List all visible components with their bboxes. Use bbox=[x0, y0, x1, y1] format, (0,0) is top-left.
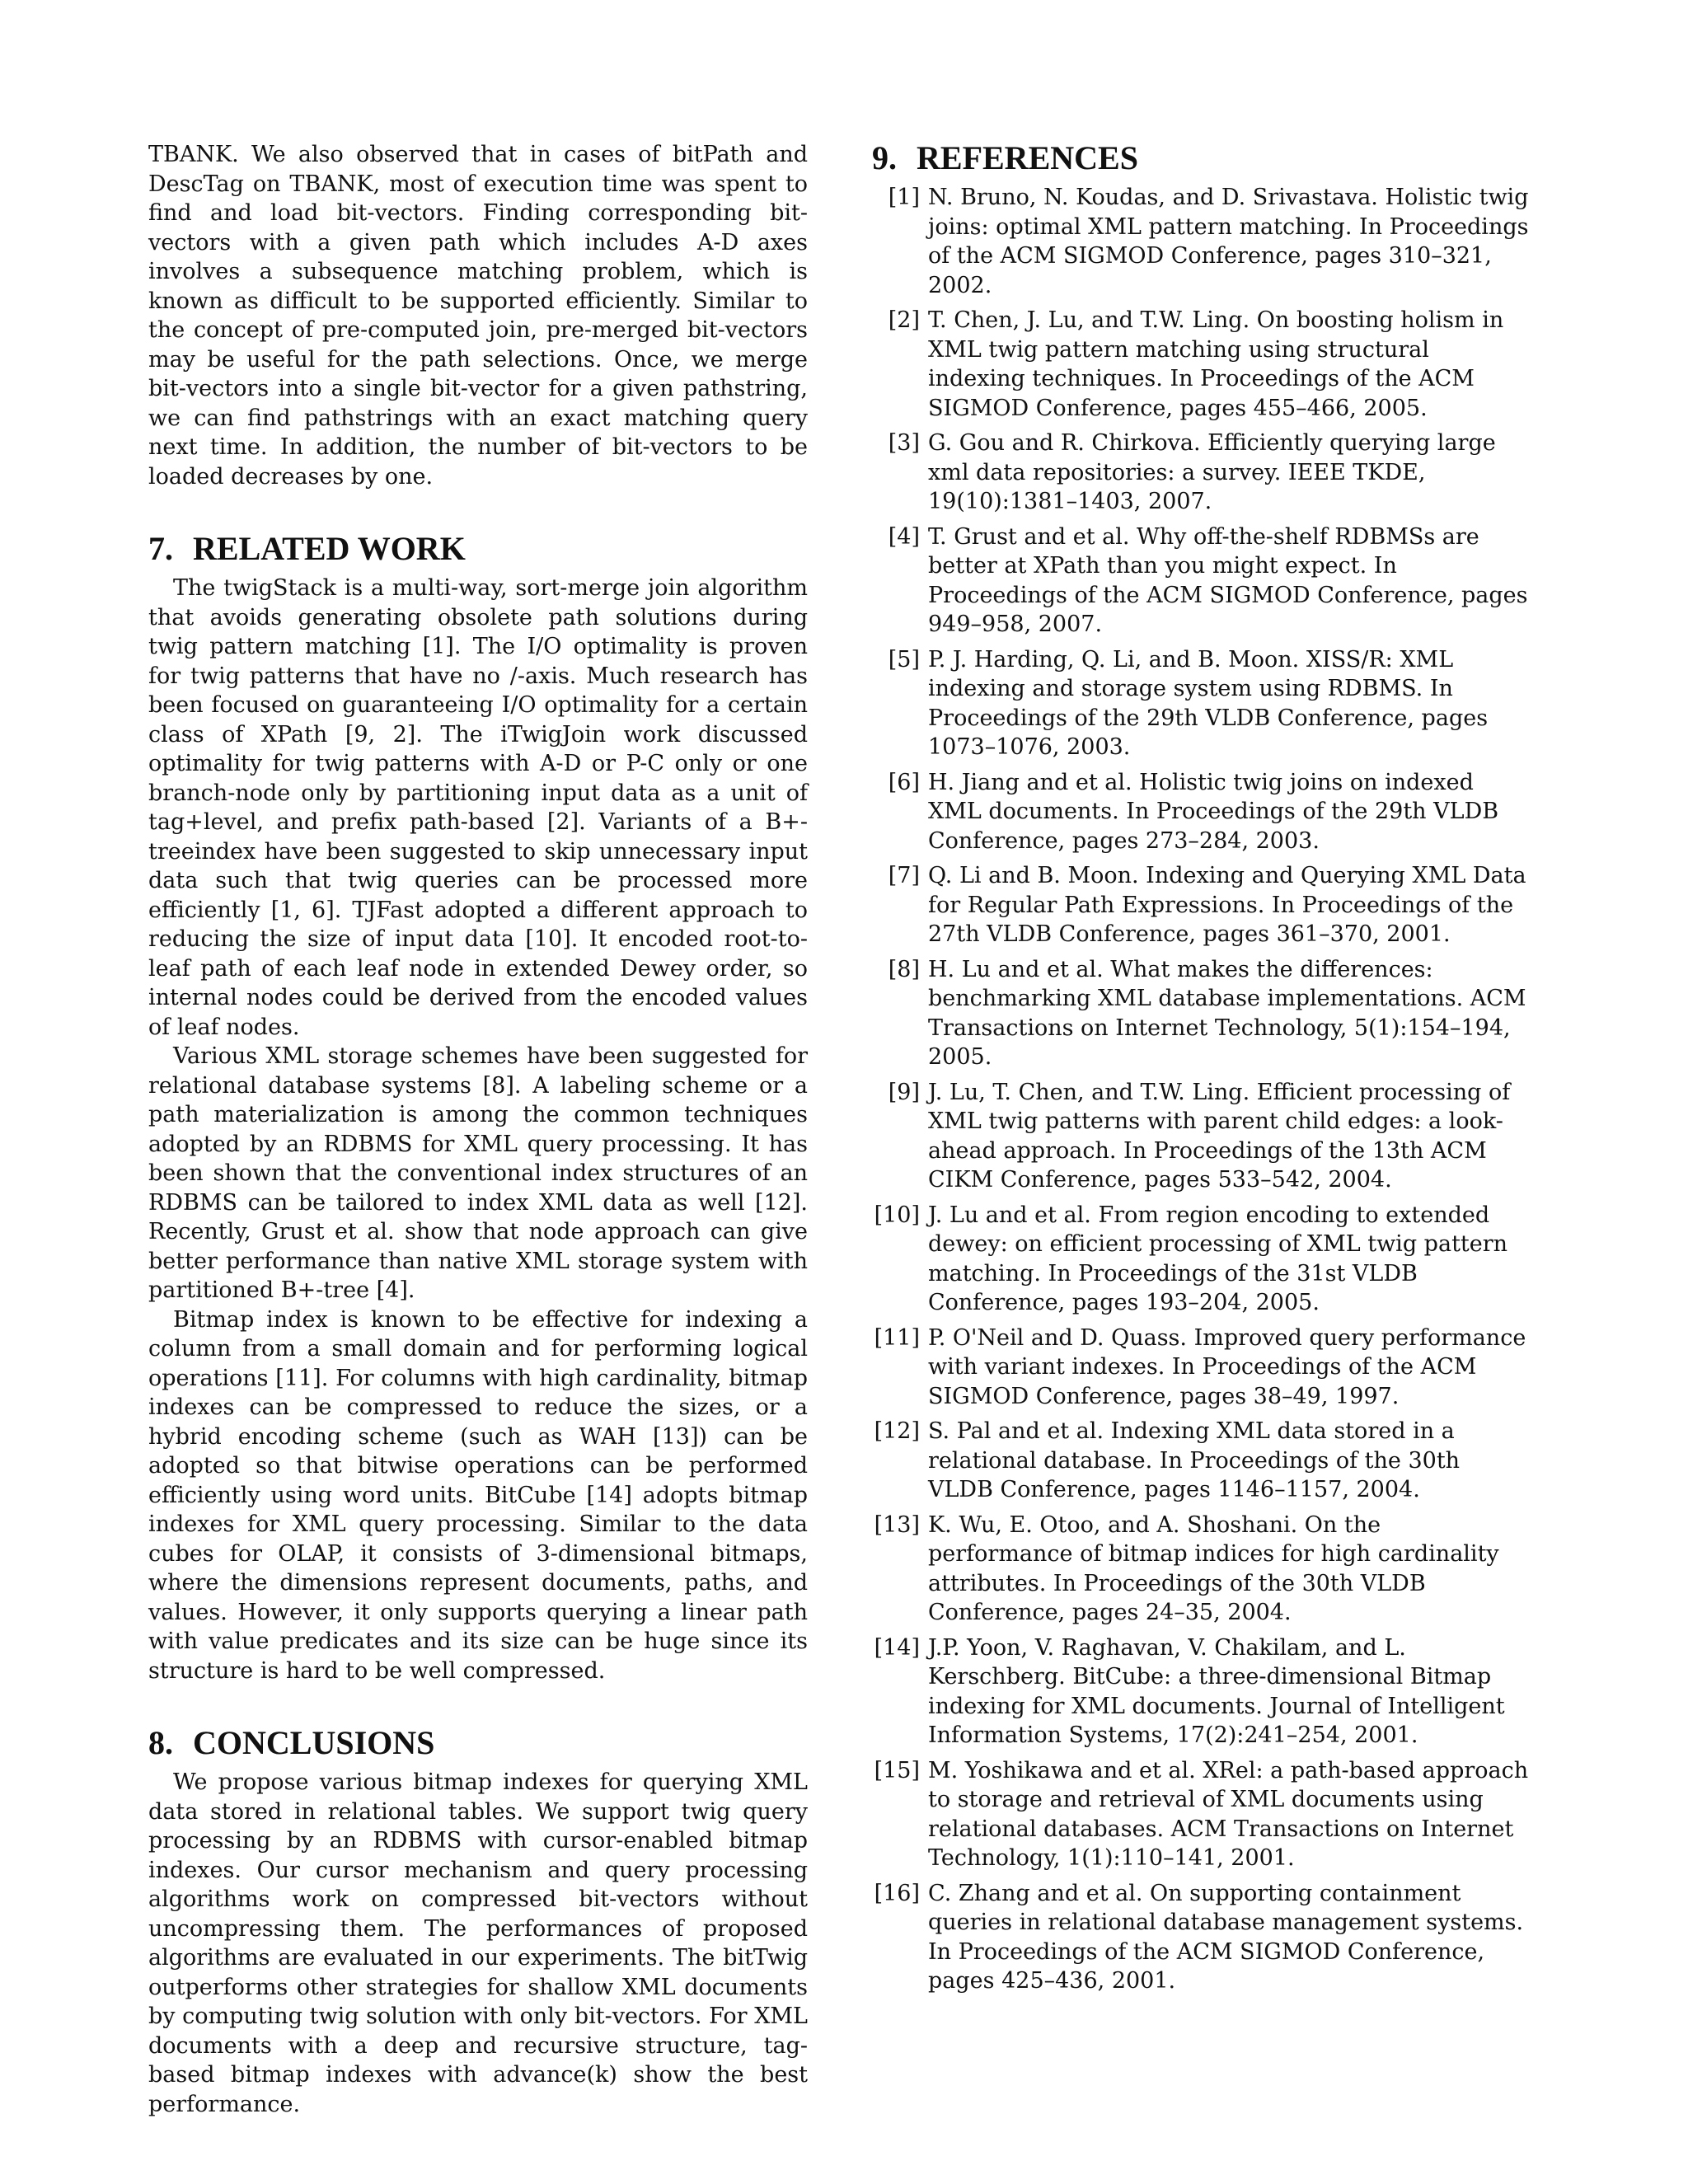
reference-item bbox=[872, 861, 1531, 949]
reference-item bbox=[872, 429, 1531, 517]
section-8-number: 8. bbox=[148, 1724, 173, 1761]
reference-item bbox=[872, 1511, 1531, 1628]
reference-text: P. J. Harding, Q. Li, and B. Moon. XISS/R: XML indexing and storage system using RDBMS. In Proceedings of the 29th VLDB Conference, pages 1073–1076, 2003. bbox=[928, 646, 1489, 760]
reference-text: H. Jiang and et al. Holistic twig joins on indexed XML documents. In Proceedings of the 29th VLDB Conference, pages 273–284, 2003. bbox=[928, 769, 1499, 854]
reference-item bbox=[872, 1633, 1531, 1750]
reference-text: C. Zhang and et al. On supporting containment queries in relational database management systems. In Proceedings of the ACM SIGMOD Conference, pages 425–436, 2001. bbox=[928, 1880, 1524, 1994]
reference-number: [1] bbox=[888, 185, 920, 210]
section-8-paragraph-1: We propose various bitmap indexes for querying XML data stored in relational tables. We support twig query processing by an RDBMS with cursor-enabled bitmap indexes. Our cursor mechanism and query processing algorithms work on compressed bit-vectors without uncompressing them. The performances of proposed algorithms are evaluated in our experiments. The bitTwig outperforms other strategies for shallow XML documents by computing twig solution with only bit-vectors. For XML documents with a deep and recursive structure, tag-based bitmap indexes with advance(k) show the best performance. bbox=[148, 1769, 808, 2117]
reference-item bbox=[872, 1879, 1531, 1996]
reference-item bbox=[872, 1756, 1531, 1873]
intro-paragraph: TBANK. We also observed that in cases of bitPath and DescTag on TBANK, most of execution time was spent to find and load bit-vectors. Finding corresponding bit-vectors with a given path which includes A-D axes involves a subsequence matching problem, which is known as difficult to be supported efficiently. Similar to the concept of pre-computed join, pre-merged bit-vectors may be useful for the path selections. Once, we merge bit-vectors into a single bit-vector for a given pathstring, we can find pathstrings with an exact matching query next time. In addition, the number of bit-vectors to be loaded decreases by one. bbox=[148, 142, 808, 490]
reference-item bbox=[872, 306, 1531, 423]
section-7-paragraph-2: Various XML storage schemes have been suggested for relational database systems [8]. A labeling scheme or a path materialization is among the common techniques adopted by an RDBMS for XML query processing. It has been shown that the conventional index structures of an RDBMS can be tailored to index XML data as well [12]. Recently, Grust et al. show that node approach can give better performance than native XML storage system with partitioned B+-tree [4]. bbox=[148, 1043, 808, 1303]
reference-item bbox=[872, 1078, 1531, 1195]
section-9-heading bbox=[872, 140, 1531, 176]
reference-item bbox=[872, 955, 1531, 1072]
section-9-title: REFERENCES bbox=[917, 139, 1138, 176]
reference-text: J. Lu, T. Chen, and T.W. Ling. Efficient processing of XML twig patterns with parent child edges: a look-ahead approach. In Proceedings of the 13th ACM CIKM Conference, pages 533–542, 2004. bbox=[928, 1079, 1511, 1193]
reference-number: [8] bbox=[888, 956, 920, 982]
section-8-heading bbox=[148, 1725, 808, 1761]
reference-number: [5] bbox=[888, 646, 920, 673]
reference-number: [6] bbox=[888, 769, 920, 795]
reference-item bbox=[872, 523, 1531, 640]
section-7-title: RELATED WORK bbox=[193, 530, 466, 567]
reference-item bbox=[872, 645, 1531, 762]
reference-number: [15] bbox=[874, 1757, 920, 1783]
reference-number: [11] bbox=[874, 1324, 920, 1351]
reference-number: [13] bbox=[874, 1511, 920, 1538]
section-7-paragraph-1: The twigStack is a multi-way, sort-merge join algorithm that avoids generating obsolete path solutions during twig pattern matching [1]. The I/O optimality is proven for twig patterns that have no /-axis. Much research has been focused on guaranteeing I/O optimality for a certain class of XPath [9, 2]. The iTwigJoin work discussed optimality for twig patterns with A-D or P-C only or one branch-node only by partitioning input data as a unit of tag+level, and prefix path-based [2]. Variants of a B+-treeindex have been suggested to skip unnecessary input data such that twig queries can be processed more efficiently [1, 6]. TJFast adopted a different approach to reducing the size of input data [10]. It encoded root-to-leaf path of each leaf node in extended Dewey order, so internal nodes could be derived from the encoded values of leaf nodes. bbox=[148, 575, 808, 1040]
reference-item bbox=[872, 1201, 1531, 1318]
reference-number: [2] bbox=[888, 307, 920, 333]
section-9-number: 9. bbox=[872, 139, 897, 176]
reference-item bbox=[872, 768, 1531, 856]
section-8-title: CONCLUSIONS bbox=[193, 1724, 435, 1761]
reference-text: G. Gou and R. Chirkova. Efficiently querying large xml data repositories: a survey. IEEE TKDE, 19(10):1381–1403, 2007. bbox=[928, 430, 1496, 514]
reference-text: P. O'Neil and D. Quass. Improved query performance with variant indexes. In Proceedings of the ACM SIGMOD Conference, pages 38–49, 1997. bbox=[928, 1324, 1526, 1409]
reference-number: [12] bbox=[874, 1418, 920, 1444]
section-7-paragraph-3: Bitmap index is known to be effective for indexing a column from a small domain and for performing logical operations [11]. For columns with high cardinality, bitmap indexes can be compressed to reduce the sizes, or a hybrid encoding scheme (such as WAH [13]) can be adopted so that bitwise operations can be performed efficiently using word units. BitCube [14] adopts bitmap indexes for XML query processing. Similar to the data cubes for OLAP, it consists of 3-dimensional bitmaps, where the dimensions represent documents, paths, and values. However, it only supports querying a linear path with value predicates and its size can be huge since its structure is hard to be well compressed. bbox=[148, 1306, 808, 1684]
reference-text: T. Chen, J. Lu, and T.W. Ling. On boosting holism in XML twig pattern matching using structural indexing techniques. In Proceedings of the ACM SIGMOD Conference, pages 455–466, 2005. bbox=[928, 307, 1504, 421]
reference-item bbox=[872, 183, 1531, 300]
reference-text: J. Lu and et al. From region encoding to extended dewey: on efficient processing of XML twig pattern matching. In Proceedings of the 31st VLDB Conference, pages 193–204, 2005. bbox=[928, 1202, 1508, 1315]
reference-number: [10] bbox=[874, 1202, 920, 1228]
right-column bbox=[872, 140, 1531, 2002]
reference-number: [16] bbox=[874, 1880, 920, 1906]
reference-number: [4] bbox=[888, 523, 920, 550]
reference-text: N. Bruno, N. Koudas, and D. Srivastava. Holistic twig joins: optimal XML pattern matching. In Proceedings of the ACM SIGMOD Conference, pages 310–321, 2002. bbox=[928, 185, 1529, 298]
reference-number: [9] bbox=[888, 1079, 920, 1105]
section-7-heading bbox=[148, 531, 808, 567]
reference-text: M. Yoshikawa and et al. XRel: a path-based approach to storage and retrieval of XML documents using relational databases. ACM Transactions on Internet Technology, 1(1):110–141, 2001. bbox=[928, 1757, 1529, 1871]
reference-text: S. Pal and et al. Indexing XML data stored in a relational database. In Proceedings of the 30th VLDB Conference, pages 1146–1157, 2004. bbox=[928, 1418, 1461, 1502]
reference-number: [7] bbox=[888, 863, 920, 888]
reference-list bbox=[872, 183, 1531, 1996]
reference-text: J.P. Yoon, V. Raghavan, V. Chakilam, and L. Kerschberg. BitCube: a three-dimensional Bitmap indexing for XML documents. Journal of Intelligent Information Systems, 17(2):241–254, 2001. bbox=[928, 1634, 1505, 1748]
reference-number: [14] bbox=[874, 1634, 920, 1661]
reference-item bbox=[872, 1417, 1531, 1505]
reference-item bbox=[872, 1324, 1531, 1412]
reference-text: H. Lu and et al. What makes the differences: benchmarking XML database implementations. ACM Transactions on Internet Technology, 5(1):154–194, 2005. bbox=[928, 956, 1526, 1070]
reference-text: Q. Li and B. Moon. Indexing and Querying XML Data for Regular Path Expressions. In Proceedings of the 27th VLDB Conference, pages 361–370, 2001. bbox=[928, 863, 1526, 947]
reference-text: T. Grust and et al. Why off-the-shelf RDBMSs are better at XPath than you might expect. In Proceedings of the ACM SIGMOD Conference, pages 949–958, 2007. bbox=[928, 523, 1528, 637]
reference-number: [3] bbox=[888, 430, 920, 456]
reference-text: K. Wu, E. Otoo, and A. Shoshani. On the performance of bitmap indices for high cardinality attributes. In Proceedings of the 30th VLDB Conference, pages 24–35, 2004. bbox=[928, 1511, 1499, 1625]
left-column bbox=[148, 140, 808, 2119]
section-7-number: 7. bbox=[148, 530, 173, 567]
